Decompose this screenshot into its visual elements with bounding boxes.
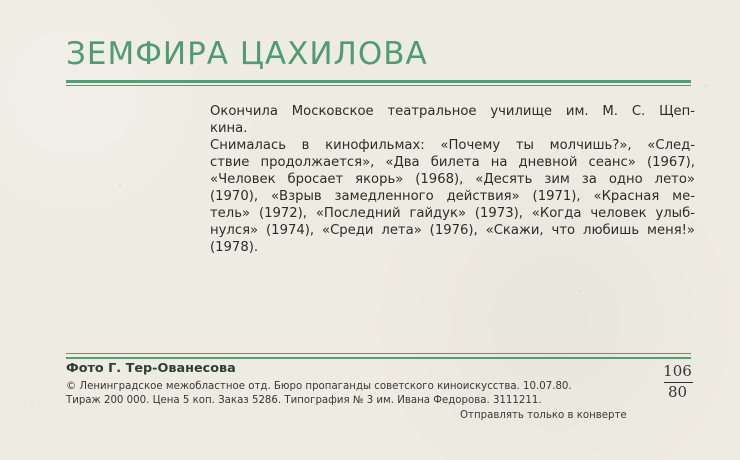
imprint-line: © Ленинградское межобластное отд. Бюро пропаганды советского киноискусства. 10.07.80. [66,381,572,392]
paper-speck [705,85,707,87]
paper-speck [31,402,33,404]
biography-line: тель» (1972), «Последний гайдук» (1973), «Когда человек улыб- [210,206,695,221]
paper-speck [579,290,581,292]
photo-credit: Фото Г. Тер-Ованесова [66,361,236,376]
biography-line: ствие продолжается», «Два билета на дневной сеанс» (1967), [210,155,695,170]
heading-underline-thin [66,85,691,86]
biography-line: нулся» (1974), «Среди лета» (1976), «Скажи, что любишь меня!» [210,223,695,238]
biography-line: Окончила Московское театральное училище им. М. С. Щеп- [210,104,695,119]
paper-speck [119,184,121,186]
publication-imprint [66,380,646,408]
imprint-line: Тираж 200 000. Цена 5 коп. Заказ 5286. Типография № 3 им. Ивана Федорова. 3111211. [66,395,542,406]
heading-underline-thick [66,80,691,83]
biography-line: (1978). [210,240,259,255]
biography-text [210,103,695,256]
footer-rule-thin [66,353,691,354]
send-in-envelope-note: Отправлять только в конверте [460,410,627,421]
catalog-number [660,362,695,404]
footer-rule-thick [66,357,691,359]
catalog-number-bottom: 80 [667,383,688,401]
biography-line: кина. [210,121,248,136]
catalog-number-top: 106 [663,362,692,380]
biography-line: «Человек бросает якорь» (1968), «Десять зим за одно лето» [210,172,695,187]
biography-line: Снималась в кинофильмах: «Почему ты молчишь?», «След- [210,138,695,153]
actress-name-heading: ЗЕМФИРА ЦАХИЛОВА [66,36,428,72]
biography-line: (1970), «Взрыв замедленного действия» (1971), «Красная ме- [210,189,695,204]
